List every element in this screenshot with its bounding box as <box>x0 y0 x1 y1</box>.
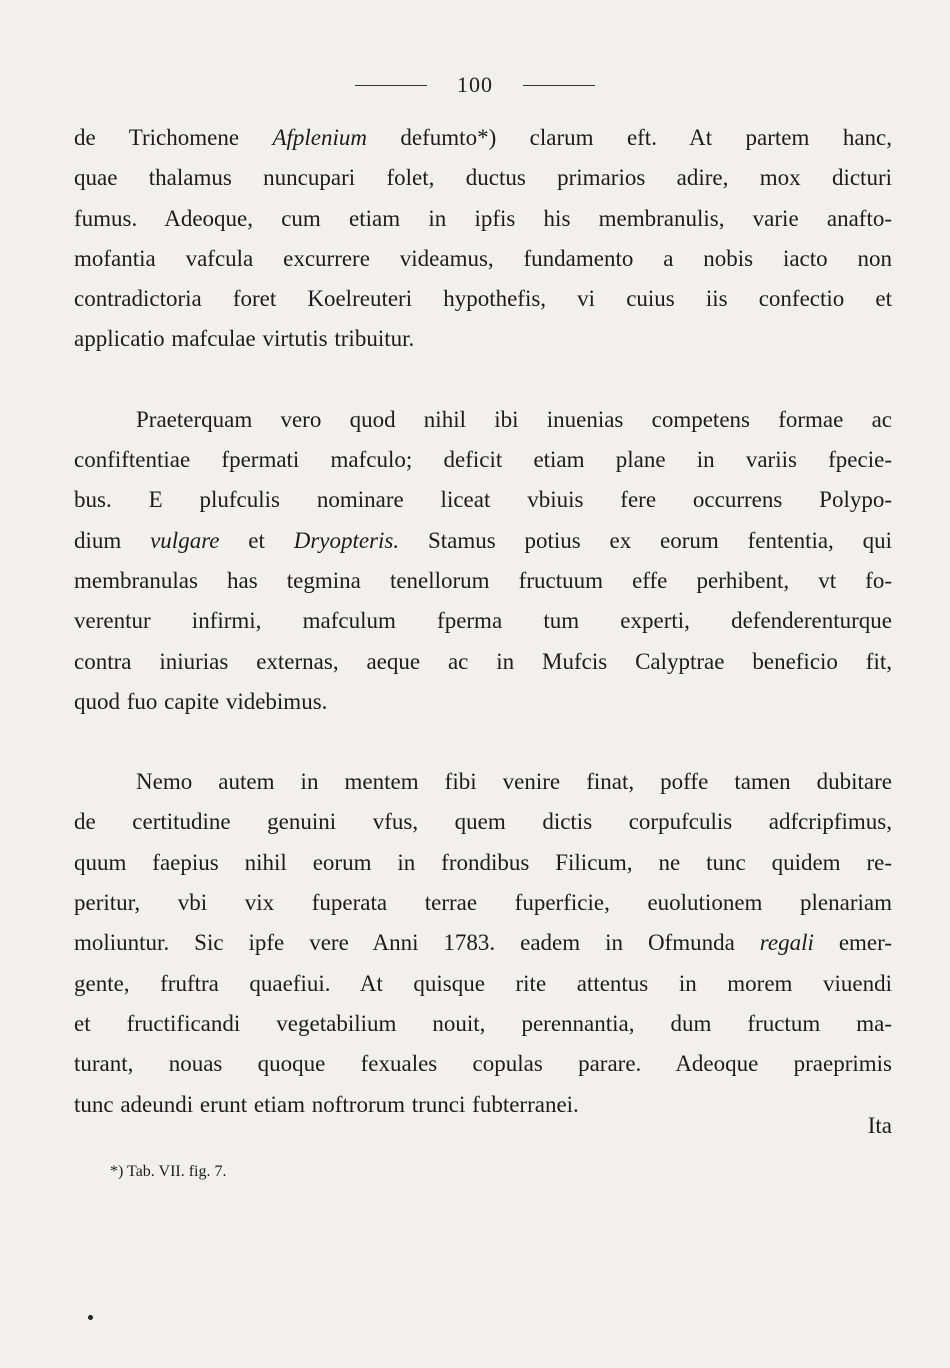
italic-dryopteris: Dryopteris. <box>293 527 400 553</box>
paragraph-2-line-5: membranulas has tegmina tenellorum fructuum effe perhibent, vt fo- <box>74 567 892 593</box>
paragraph-1-line-4: mofantia vafcula excurrere videamus, fundamento a nobis iacto non <box>74 245 892 271</box>
header-rule-left <box>355 85 427 86</box>
paragraph-3-line-5: moliuntur. Sic ipfe vere Anni 1783. eadem in Ofmunda regali emer- <box>74 930 892 956</box>
paragraph-1-line-5: contradictoria foret Koelreuteri hypothefis, vi cuius iis confectio et <box>74 286 892 312</box>
paragraph-2-line-8: quod fuo capite videbimus. <box>74 688 328 714</box>
paragraph-3-line-2: de certitudine genuini vfus, quem dictis corpufculis adfcripfimus, <box>74 809 892 835</box>
paragraph-1-line-1: de Trichomene Afplenium defumto*) clarum eft. At partem hanc, <box>74 125 892 150</box>
paragraph-3-line-4: peritur, vbi vix fuperata terrae fuperficie, euolutionem plenariam <box>74 890 892 916</box>
paragraph-2 <box>74 400 892 722</box>
catchword: Ita <box>867 1113 892 1138</box>
paragraph-3-line-1: Nemo autem in mentem fibi venire finat, poffe tamen dubitare <box>136 769 892 795</box>
page-body <box>74 118 892 1125</box>
paragraph-1-line-2: quae thalamus nuncupari folet, ductus primarios adire, mox dicturi <box>74 165 892 191</box>
footnote: *) Tab. VII. fig. 7. <box>110 1163 227 1180</box>
paragraph-2-line-6: verentur infirmi, mafculum fperma tum experti, defenderenturque <box>74 608 892 634</box>
paragraph-3-line-3: quum faepius nihil eorum in frondibus Filicum, ne tunc quidem re- <box>74 849 892 875</box>
paragraph-3-line-8: turant, nouas quoque fexuales copulas parare. Adeoque praeprimis <box>74 1051 892 1077</box>
header-rule-right <box>523 85 595 86</box>
italic-vulgare: vulgare <box>150 527 220 553</box>
paragraph-3 <box>74 762 892 1125</box>
ink-speck <box>88 1315 93 1320</box>
paragraph-3-line-9: tunc adeundi erunt etiam noftrorum trunci fubterranei. <box>74 1091 579 1117</box>
paragraph-1-line-6: applicatio mafculae virtutis tribuitur. <box>74 326 415 352</box>
paragraph-2-line-3: bus. E plufculis nominare liceat vbiuis fere occurrens Polypo- <box>74 487 892 513</box>
paragraph-2-line-4: dium vulgare et Dryopteris. Stamus potius ex eorum fententia, qui <box>74 527 892 553</box>
paragraph-gap <box>74 360 892 400</box>
paragraph-gap <box>74 722 892 762</box>
italic-regali: regali <box>759 930 814 956</box>
italic-asplenium: Afplenium <box>272 125 367 150</box>
paragraph-2-line-7: contra iniurias externas, aeque ac in Mufcis Calyptrae beneficio fit, <box>74 648 892 674</box>
page-number: 100 <box>457 72 493 97</box>
paragraph-3-line-6: gente, fruftra quaefiui. At quisque rite attentus in morem viuendi <box>74 970 892 996</box>
paragraph-2-line-1: Praeterquam vero quod nihil ibi inuenias competens formae ac <box>136 406 892 432</box>
paragraph-3-line-7: et fructificandi vegetabilium nouit, perennantia, dum fructum ma- <box>74 1010 892 1036</box>
paragraph-2-line-2: confiftentiae fpermati mafculo; deficit etiam plane in variis fpecie- <box>74 447 892 473</box>
page-header <box>0 70 950 100</box>
paragraph-1-line-3: fumus. Adeoque, cum etiam in ipfis his membranulis, varie anafto- <box>74 205 892 231</box>
paragraph-1 <box>74 118 892 360</box>
